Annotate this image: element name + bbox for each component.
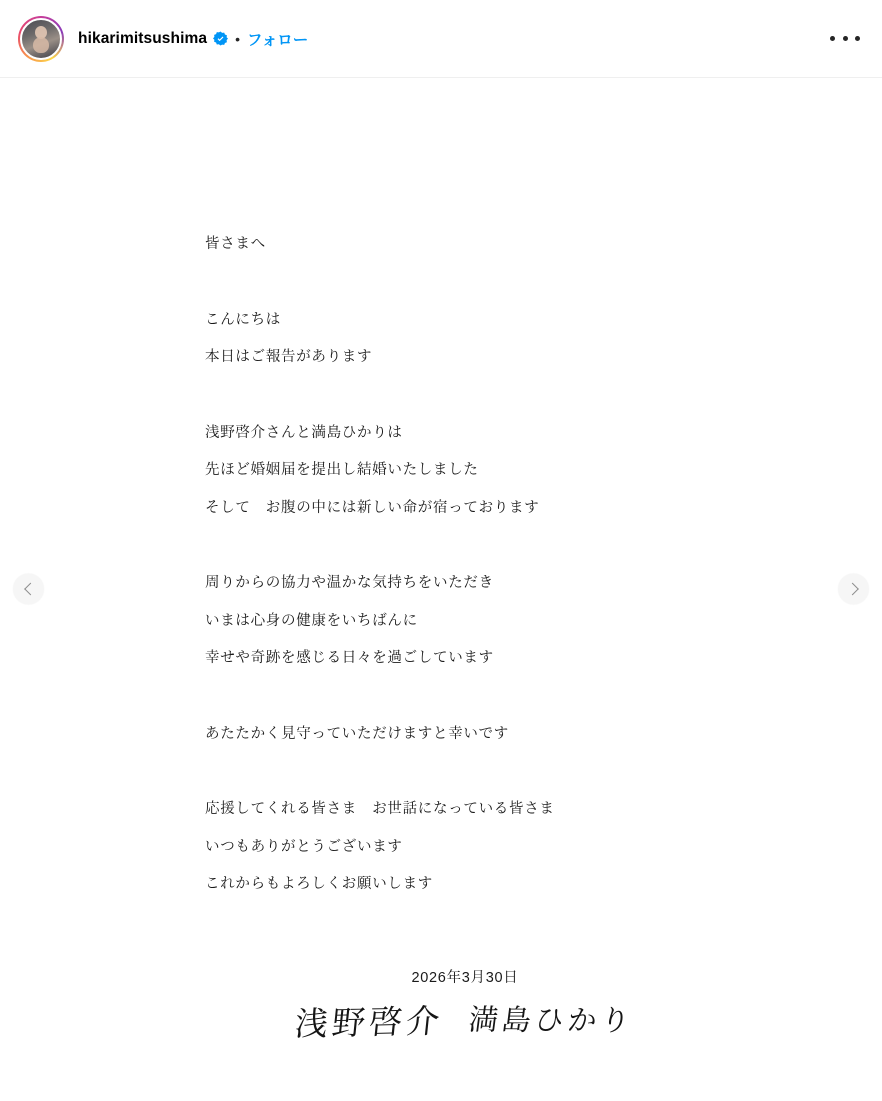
letter-line: 周りからの協力や温かな気持ちをいただき [205,575,494,591]
chevron-right-icon [846,583,859,596]
more-options-icon[interactable] [830,28,860,50]
avatar-image [20,18,62,60]
letter-line: いまは心身の健康をいちばんに [205,612,418,629]
letter-line: 皆さまへ [205,236,266,252]
separator-dot: • [235,30,240,47]
letter-line: 浅野啓介さんと満島ひかりは [205,424,403,441]
follow-button[interactable]: フォロー [247,31,309,49]
post-author-block [78,28,308,50]
letter-spacer [205,527,705,565]
letter-date: 2026年3月30日 [411,969,519,986]
letter-line: 幸せや奇跡を感じる日々を過ごしています [205,650,494,666]
letter-text-block [205,226,705,1042]
carousel-next-button[interactable] [838,574,869,605]
post-media[interactable] [0,78,882,1100]
letter-line: これからもよろしくお願いします [205,876,433,892]
letter-line: いつもありがとうございます [205,838,403,855]
letter-spacer [205,678,705,716]
letter-spacer [205,753,705,791]
signature-name-1: 浅野啓介 [292,1000,446,1043]
letter-line: あたたかく見守っていただけますと幸いです [205,725,509,742]
avatar[interactable] [18,16,64,62]
signature-name-2: 満島ひかり [467,1002,637,1037]
letter-spacer [205,264,705,302]
letter-spacer [205,377,705,415]
letter-line: そして お腹の中には新しい命が宿っております [205,499,540,516]
letter-line: 本日はご報告があります [205,349,373,365]
chevron-left-icon [24,583,37,596]
username-label[interactable]: hikarimitsushima [78,29,208,47]
post-header [0,0,882,78]
letter-signature [202,989,708,1046]
letter-line: 応援してくれる皆さま お世話になっている皆さま [205,801,555,817]
carousel-prev-button[interactable] [13,574,44,605]
letter-line: こんにちは [205,311,281,328]
letter-image [0,78,882,1100]
letter-line: 先ほど婚姻届を提出し結婚いたしました [205,462,479,478]
verified-badge-icon [213,31,228,46]
